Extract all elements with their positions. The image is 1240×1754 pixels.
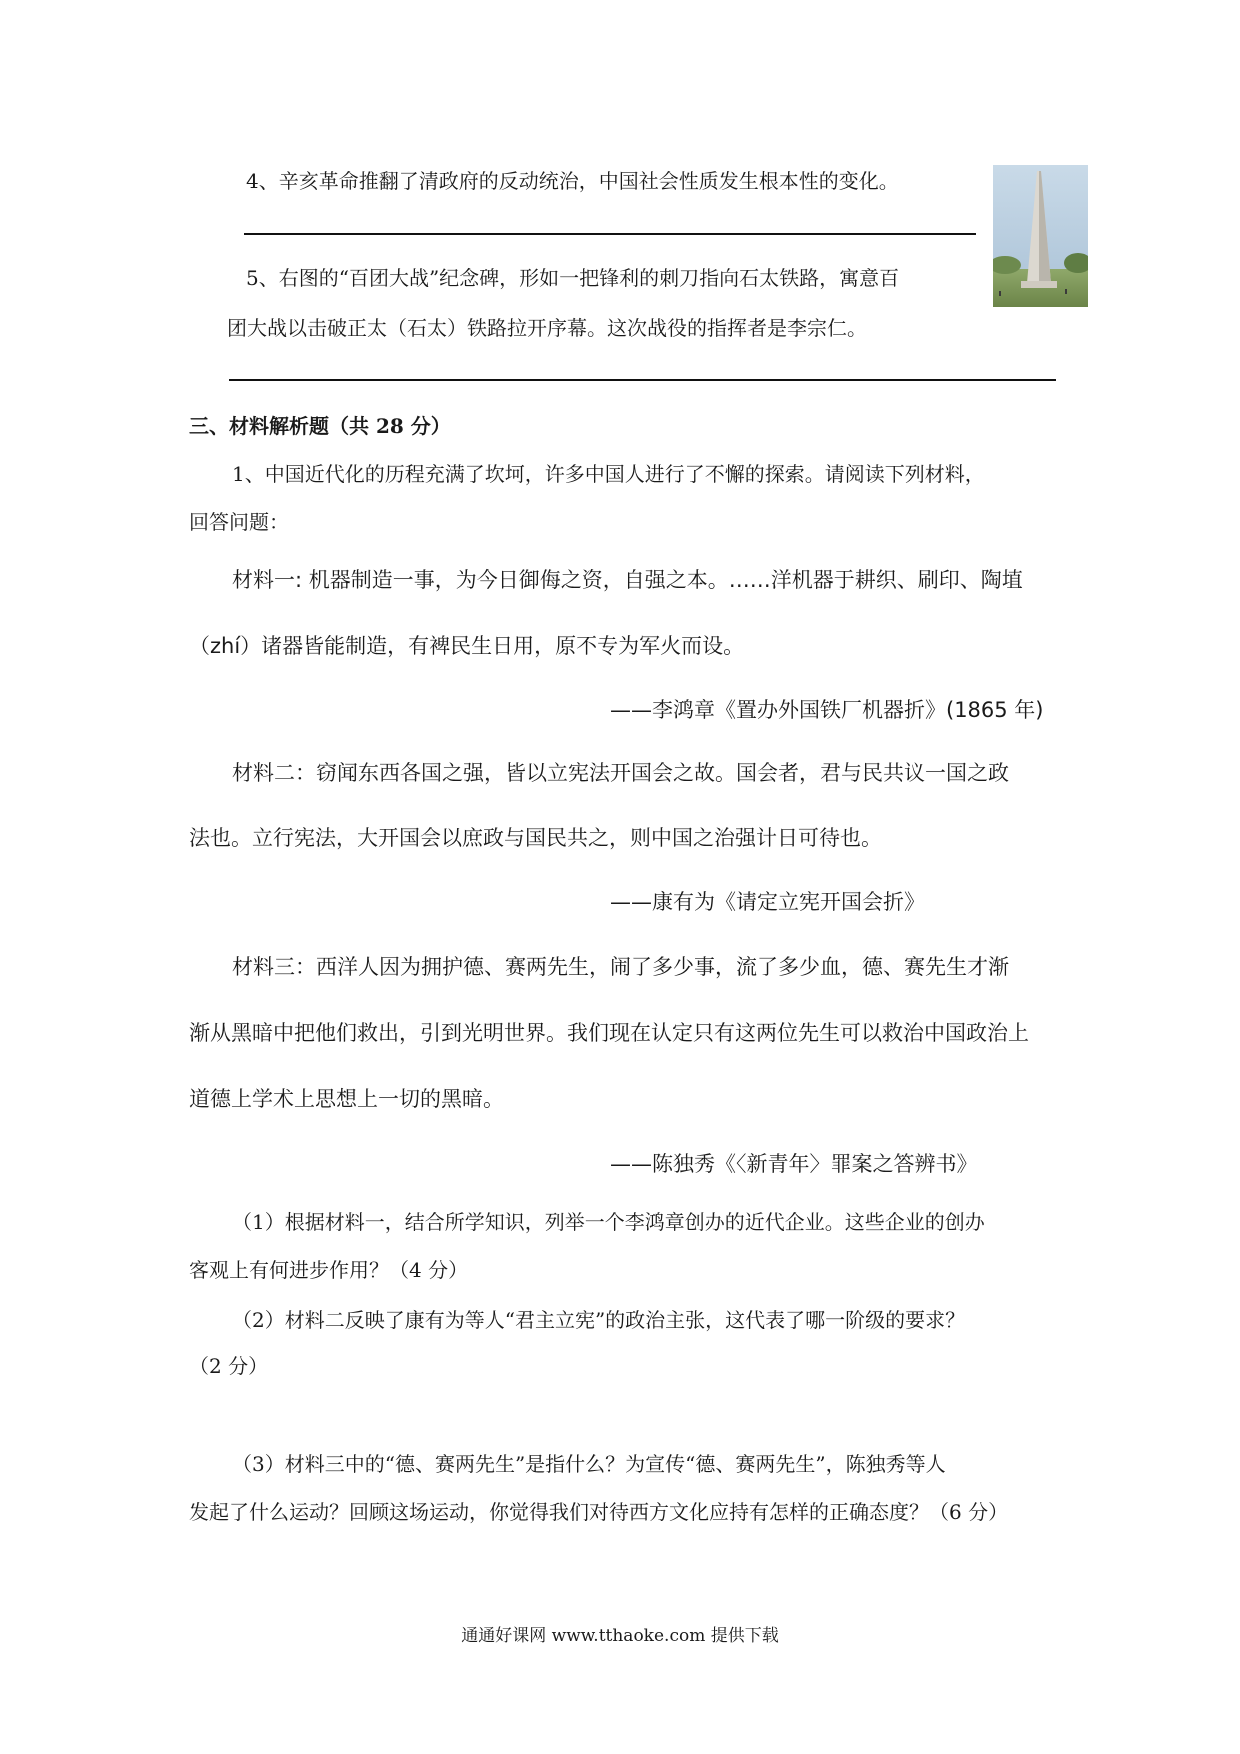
page-footer: 通通好课网 www.tthaoke.com 提供下载 (461, 1626, 779, 1646)
q1-intro-line2: 回答问题： (189, 510, 289, 534)
sub-question-2-line1: （2）材料二反映了康有为等人“君主立宪”的政治主张，这代表了哪一阶级的要求？ (232, 1308, 966, 1332)
sub-question-1-line1: （1）根据材料一，结合所学知识，列举一个李鸿章创办的近代企业。这些企业的创办 (232, 1210, 985, 1234)
material1-source: ——李鸿章《置办外国铁厂机器折》(1865 年) (610, 698, 1044, 722)
material3-line2: 渐从黑暗中把他们救出，引到光明世界。我们现在认定只有这两位先生可以救治中国政治上 (189, 1021, 1029, 1045)
material1-line2: （zhí）诸器皆能制造，有裨民生日用，原不专为军火而设。 (189, 634, 745, 658)
material3-line3: 道德上学术上思想上一切的黑暗。 (189, 1087, 504, 1111)
material1-line1: 材料一: 机器制造一事，为今日御侮之资，自强之本。……洋机器于耕织、刷印、陶埴 (232, 568, 1023, 592)
material3-source: ——陈独秀《〈新青年〉罪案之答辨书》 (610, 1152, 978, 1176)
answer-line-5 (229, 379, 1056, 381)
judgment-item-5-line2: 团大战以击破正太（石太）铁路拉开序幕。这次战役的指挥者是李宗仁。 (227, 316, 867, 340)
section-title: 三、材料解析题（共 28 分） (189, 414, 451, 438)
judgment-item-4: 4、辛亥革命推翻了清政府的反动统治，中国社会性质发生根本性的变化。 (246, 169, 899, 193)
sub-question-1-line2: 客观上有何进步作用？（4 分） (189, 1258, 469, 1282)
sub-question-3-line1: （3）材料三中的“德、赛两先生”是指什么？为宣传“德、赛两先生”，陈独秀等人 (232, 1452, 946, 1476)
q1-intro-line1: 1、中国近代化的历程充满了坎坷，许多中国人进行了不懈的探索。请阅读下列材料， (232, 462, 985, 486)
sub-question-3-line2: 发起了什么运动？回顾这场运动，你觉得我们对待西方文化应持有怎样的正确态度？（6 分） (189, 1500, 1009, 1524)
material2-line1: 材料二：窃闻东西各国之强，皆以立宪法开国会之故。国会者，君与民共议一国之政 (232, 761, 1009, 785)
material3-line1: 材料三：西洋人因为拥护德、赛两先生，闹了多少事，流了多少血，德、赛先生才渐 (232, 955, 1009, 979)
sub-question-2-line2: （2 分） (189, 1354, 269, 1378)
judgment-item-5-line1: 5、右图的“百团大战”纪念碑，形如一把锋利的刺刀指向石太铁路，寓意百 (246, 266, 900, 290)
answer-line-4 (244, 233, 976, 235)
monument-photo (993, 165, 1088, 307)
material2-source: ——康有为《请定立宪开国会折》 (610, 890, 925, 914)
material2-line2: 法也。立行宪法，大开国会以庶政与国民共之，则中国之治强计日可待也。 (189, 826, 882, 850)
